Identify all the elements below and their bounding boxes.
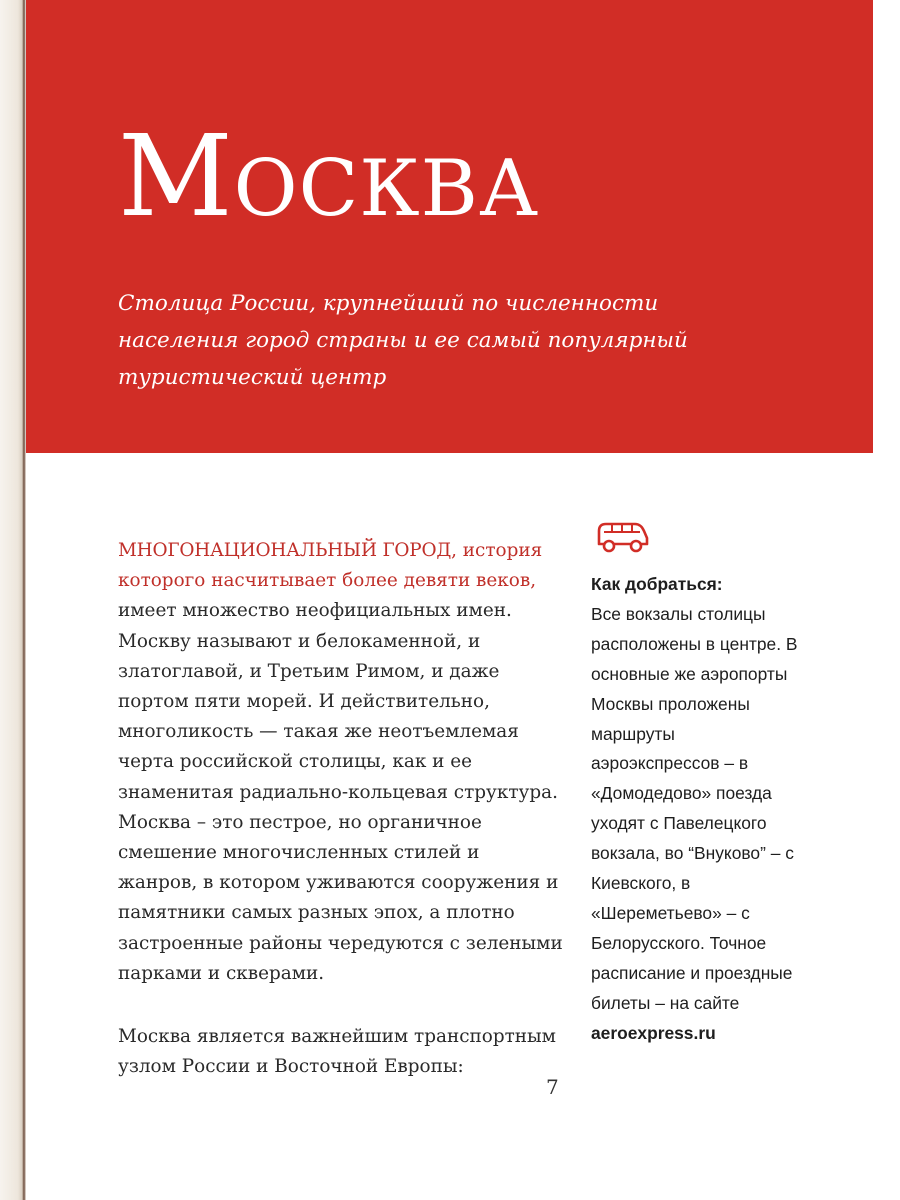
book-spine-edge bbox=[0, 0, 26, 1200]
page-subtitle: Столица России, крупнейший по численности населения город страны и ее самый популярный туристический центр bbox=[118, 291, 688, 390]
title-banner bbox=[26, 0, 873, 453]
paragraph-1 bbox=[118, 536, 564, 989]
paragraph-1-body: имеет множество неофициальных имен. Москву называют и белокаменной, и златоглавой, и Третьим Римом, и даже портом пяти морей. И действительно, многоликость — такая же неотъемлемая черта российской столицы, как и ее знаменитая радиально-кольцевая структура. Москва – это пестрое, но органичное смешение многочисленных стилей и жанров, в котором уживаются сооружения и памятники самых разных эпох, а плотно застроенные районы чередуются с зелеными парками и скверами. bbox=[118, 600, 563, 984]
sidebar-text: Все вокзалы столицы расположены в центре. В основные же аэропорты Москвы проложены маршруты аэроэкспрессов – в «Домодедово» поезда уходят с Павелецкого вокзала, во “Внуково” – с Киевского, в «Шереметьево» – с Белорусского. Точное расписание и проездные билеты – на сайте bbox=[591, 603, 798, 1013]
lead-rest: , история которого насчитывает более девяти веков, bbox=[118, 540, 543, 592]
page-title: Москва bbox=[118, 112, 540, 242]
main-article bbox=[118, 536, 564, 1082]
bus-icon bbox=[591, 518, 651, 558]
paragraph-2: Москва является важнейшим транспортным узлом России и Восточной Европы: bbox=[118, 1026, 556, 1078]
sidebar-body bbox=[591, 600, 801, 1049]
sidebar-heading: Как добраться: bbox=[591, 574, 723, 594]
page-number: 7 bbox=[546, 1075, 559, 1099]
website-link[interactable]: aeroexpress.ru bbox=[591, 1022, 716, 1043]
sidebar-how-to-get bbox=[591, 518, 801, 1049]
lead-caps: МНОГОНАЦИОНАЛЬНЫЙ ГОРОД bbox=[118, 540, 452, 561]
lead-phrase bbox=[118, 540, 542, 591]
